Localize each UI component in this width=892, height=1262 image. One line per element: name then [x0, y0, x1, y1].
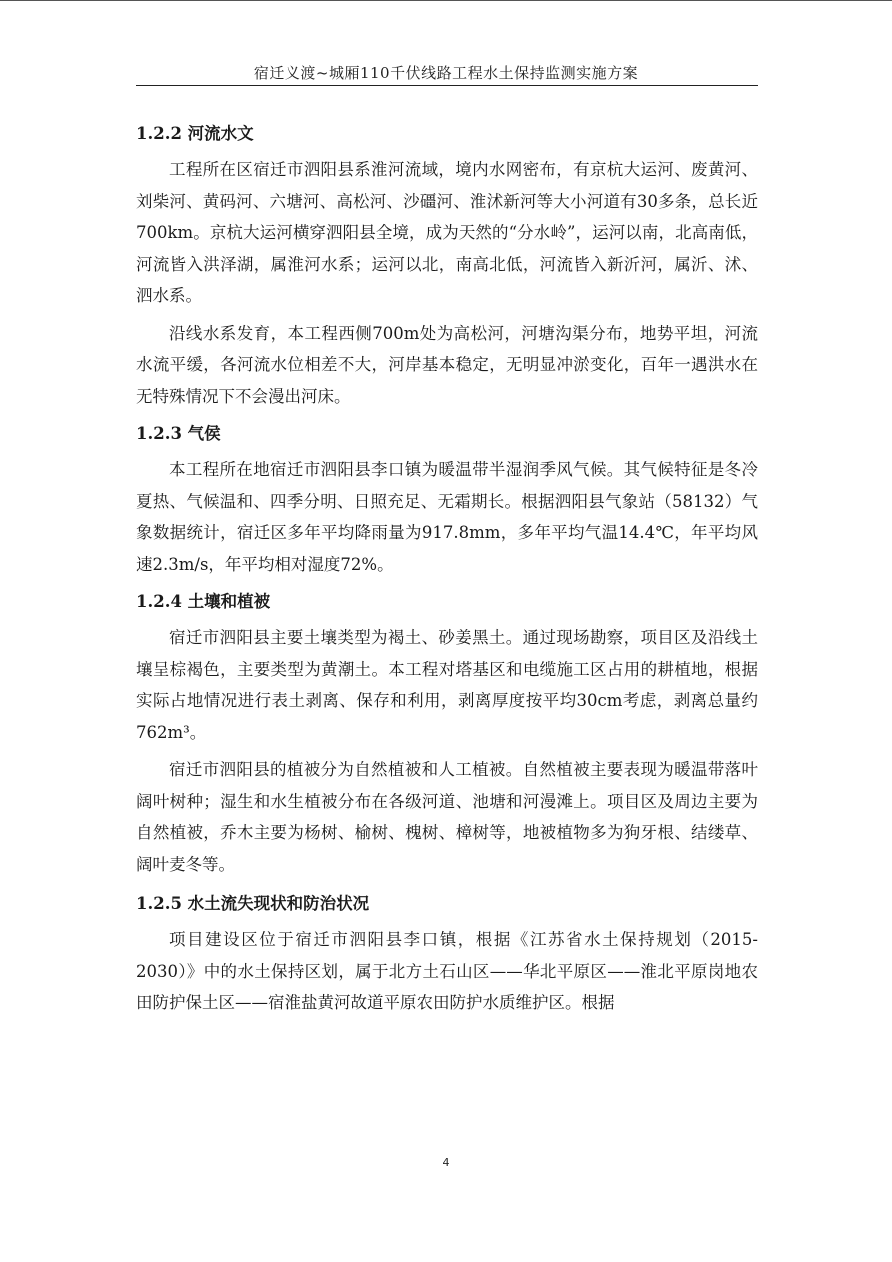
document-body — [136, 112, 758, 1025]
section-heading-hydrology: 1.2.2 河流水文 — [136, 124, 254, 143]
running-header-title: 宿迁义渡~城厢110千伏线路工程水土保持监测实施方案 — [253, 64, 639, 82]
paragraph: 工程所在区宿迁市泗阳县系淮河流域，境内水网密布，有京杭大运河、废黄河、刘柴河、黄码河、六塘河、高松河、沙礓河、淮沭新河等大小河道有30多条，总长近700km。京杭大运河横穿泗阳县全境，成为天然的“分水岭”，运河以南，北高南低，河流皆入洪泽湖，属淮河水系；运河以北，南高北低，河流皆入新沂河，属沂、沭、泗水系。 — [136, 160, 758, 305]
paragraph: 宿迁市泗阳县主要土壤类型为褐土、砂姜黑土。通过现场勘察，项目区及沿线土壤呈棕褐色，主要类型为黄潮土。本工程对塔基区和电缆施工区占用的耕植地，根据实际占地情况进行表土剥离、保存和利用，剥离厚度按平均30cm考虑，剥离总量约762m³。 — [136, 628, 758, 742]
paragraph: 沿线水系发育，本工程西侧700m处为高松河，河塘沟渠分布，地势平坦，河流水流平缓，各河流水位相差不大，河岸基本稳定，无明显冲淤变化，百年一遇洪水在无特殊情况下不会漫出河床。 — [136, 323, 758, 406]
section-heading-climate: 1.2.3 气侯 — [136, 424, 221, 443]
section-heading-erosion-status: 1.2.5 水土流失现状和防治状况 — [136, 894, 370, 913]
section-heading-soil-vegetation: 1.2.4 土壤和植被 — [136, 592, 271, 611]
paragraph: 本工程所在地宿迁市泗阳县李口镇为暖温带半湿润季风气候。其气候特征是冬冷夏热、气候温和、四季分明、日照充足、无霜期长。根据泗阳县气象站（58132）气象数据统计，宿迁区多年平均降雨量为917.8mm，多年平均气温14.4℃，年平均风速2.3m/s，年平均相对湿度72%。 — [136, 460, 758, 574]
page-top-border — [0, 0, 892, 1]
paragraph: 宿迁市泗阳县的植被分为自然植被和人工植被。自然植被主要表现为暖温带落叶阔叶树种；湿生和水生植被分布在各级河道、池塘和河漫滩上。项目区及周边主要为自然植被，乔木主要为杨树、榆树、槐树、樟树等，地被植物多为狗牙根、结缕草、阔叶麦冬等。 — [136, 760, 758, 874]
header-rule — [136, 85, 758, 86]
paragraph: 项目建设区位于宿迁市泗阳县李口镇，根据《江苏省水土保持规划（2015-2030）》中的水土保持区划，属于北方土石山区——华北平原区——淮北平原岗地农田防护保土区——宿淮盐黄河故道平原农田防护水质维护区。根据 — [136, 930, 758, 1012]
page-number: 4 — [442, 1156, 450, 1169]
